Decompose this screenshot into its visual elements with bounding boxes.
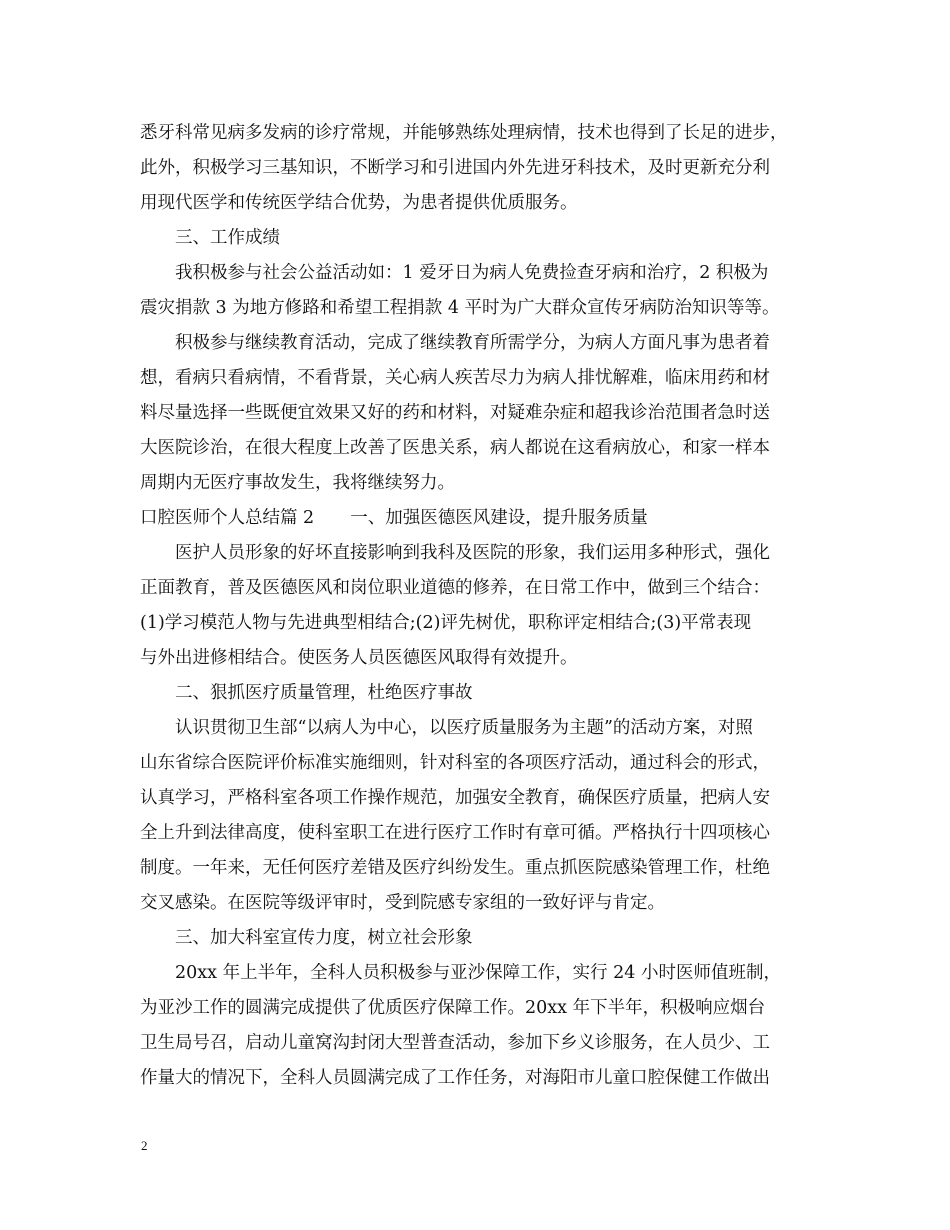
document-title-line <box>140 507 648 529</box>
paragraph-line: 医护人员形象的好坏直接影响到我科及医院的形象，我们运用多种形式，强化 <box>175 543 770 563</box>
section-heading: 三、加大科室宣传力度，树立社会形象 <box>175 928 473 948</box>
paragraph-line: 悉牙科常见病多发病的诊疗常规，并能够熟练处理病情，技术也得到了长足的进步， <box>140 123 788 143</box>
paragraph-line: 制度。一年来，无任何医疗差错及医疗纠纷发生。重点抓医院感染管理工作，杜绝 <box>140 858 770 878</box>
paragraph-line: 积极参与继续教育活动，完成了继续教育所需学分，为病人方面凡事为患者着 <box>175 333 770 353</box>
paragraph-line: 与外出进修相结合。使医务人员医德医风取得有效提升。 <box>140 648 578 668</box>
paragraph-line: (1)学习模范人物与先进典型相结合;(2)评先树优，职称评定相结合;(3)平常表现 <box>140 613 752 633</box>
paragraph-line: 我积极参与社会公益活动如：1 爱牙日为病人免费捡查牙病和治疗，2 积极为 <box>175 263 769 283</box>
section-heading: 二、狠抓医疗质量管理，杜绝医疗事故 <box>175 683 473 703</box>
paragraph-line: 想，看病只看病情，不看背景，关心病人疾苦尽力为病人排忧解难，临床用药和材 <box>140 368 770 388</box>
paragraph-line: 周期内无医疗事故发生，我将继续努力。 <box>140 473 455 493</box>
paragraph-line: 认识贯彻卫生部“以病人为中心，以医疗质量服务为主题”的活动方案，对照 <box>175 718 753 738</box>
paragraph-line: 20xx 年上半年，全科人员积极参与亚沙保障工作，实行 24 小时医师值班制， <box>175 963 781 983</box>
paragraph-line: 料尽量选择一些既便宜效果又好的药和材料，对疑难杂症和超我诊治范围者急时送 <box>140 403 770 423</box>
paragraph-line: 大医院诊治，在很大程度上改善了医患关系，病人都说在这看病放心，和家一样本 <box>140 438 770 458</box>
paragraph-line: 交叉感染。在医院等级评审时，受到院感专家组的一致好评与肯定。 <box>140 893 665 913</box>
section-heading: 三、工作成绩 <box>175 228 280 248</box>
article-title: 口腔医师个人总结篇 2 <box>140 508 315 528</box>
paragraph-line: 卫生局号召，启动儿童窝沟封闭大型普查活动，参加下乡义诊服务，在人员少、工 <box>140 1033 770 1053</box>
paragraph-line: 为亚沙工作的圆满完成提供了优质医疗保障工作。20xx 年下半年，积极响应烟台 <box>140 998 766 1018</box>
paragraph-line: 正面教育，普及医德医风和岗位职业道德的修养，在日常工作中，做到三个结合： <box>140 578 770 598</box>
paragraph-line: 震灾捐款 3 为地方修路和希望工程捐款 4 平时为广大群众宣传牙病防治知识等等。 <box>140 298 780 318</box>
paragraph-line: 认真学习，严格科室各项工作操作规范，加强安全教育，确保医疗质量，把病人安 <box>140 788 770 808</box>
paragraph-line: 全上升到法律高度，使科室职工在进行医疗工作时有章可循。严格执行十四项核心 <box>140 823 770 843</box>
paragraph-line: 作量大的情况下，全科人员圆满完成了工作任务，对海阳市儿童口腔保健工作做出 <box>140 1068 770 1088</box>
paragraph-line: 用现代医学和传统医学结合优势，为患者提供优质服务。 <box>140 193 578 213</box>
section-heading: 一、加强医德医风建设，提升服务质量 <box>350 508 648 528</box>
paragraph-line: 山东省综合医院评价标准实施细则，针对科室的各项医疗活动，通过科会的形式， <box>140 753 770 773</box>
paragraph-line: 此外，积极学习三基知识，不断学习和引进国内外先进牙科技术，及时更新充分利 <box>140 158 770 178</box>
page-number: 2 <box>141 1138 148 1153</box>
